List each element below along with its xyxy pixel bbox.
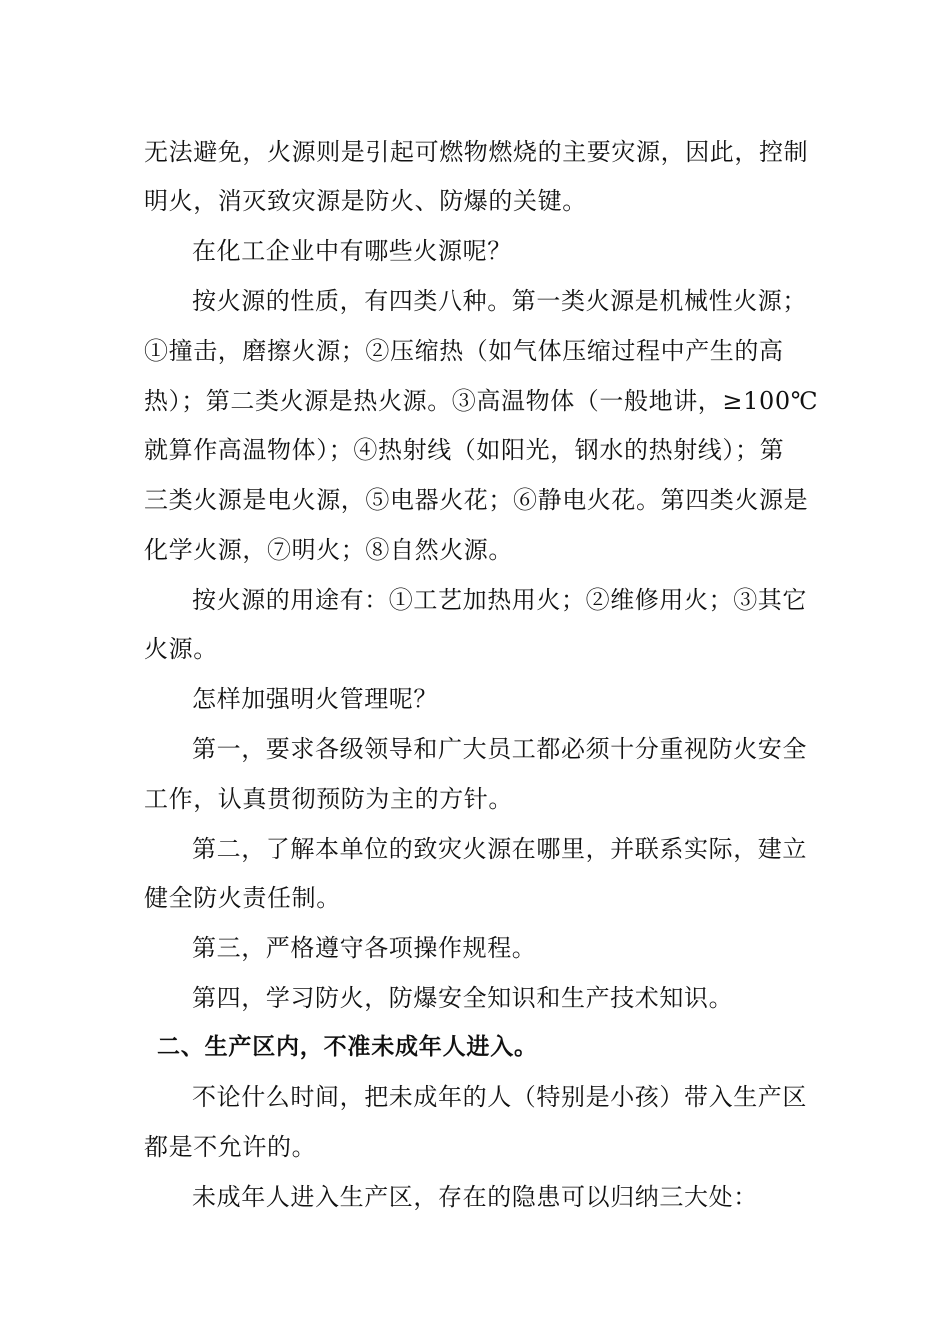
body-text-line: 不论什么时间，把未成年的人（特别是小孩）带入生产区 [192,1083,807,1111]
body-text-line: 未成年人进入生产区，存在的隐患可以归纳三大处： [192,1183,758,1211]
body-text-line: ①撞击，磨擦火源；②压缩热（如气体压缩过程中产生的高 [144,337,784,365]
body-text-line: 第一，要求各级领导和广大员工都必须十分重视防火安全 [192,735,807,763]
body-text-line: 工作，认真贯彻预防为主的方针。 [144,785,513,813]
body-text-line: 第二，了解本单位的致灾火源在哪里，并联系实际，建立 [192,835,807,863]
body-text-line: 明火，消灭致灾源是防火、防爆的关键。 [144,187,587,215]
body-text-line: 按火源的性质，有四类八种。第一类火源是机械性火源； [192,287,807,315]
body-text-line: 第四，学习防火，防爆安全知识和生产技术知识。 [192,984,734,1012]
body-text-line: 第三，严格遵守各项操作规程。 [192,934,537,962]
body-text-line: 都是不允许的。 [144,1133,317,1161]
question-line: 在化工企业中有哪些火源呢？ [192,237,512,265]
body-text-line: 三类火源是电火源，⑤电器火花；⑥静电火花。第四类火源是 [144,486,809,514]
body-text-line: 热）；第二类火源是热火源。③高温物体（一般地讲，≥100℃ [144,387,819,415]
body-text-line: 就算作高温物体）；④热射线（如阳光，钢水的热射线）；第 [144,436,785,464]
question-line: 怎样加强明火管理呢？ [192,685,438,713]
section-heading: 二、生产区内，不准未成年人进入。 [157,1034,538,1060]
body-text-line: 按火源的用途有：①工艺加热用火；②维修用火；③其它 [192,586,807,614]
body-text-line: 无法避免，火源则是引起可燃物燃烧的主要灾源，因此，控制 [144,138,809,166]
body-text-line: 化学火源，⑦明火；⑧自然火源。 [144,536,513,564]
body-text-line: 火源。 [144,635,218,663]
body-text-line: 健全防火责任制。 [144,884,341,912]
